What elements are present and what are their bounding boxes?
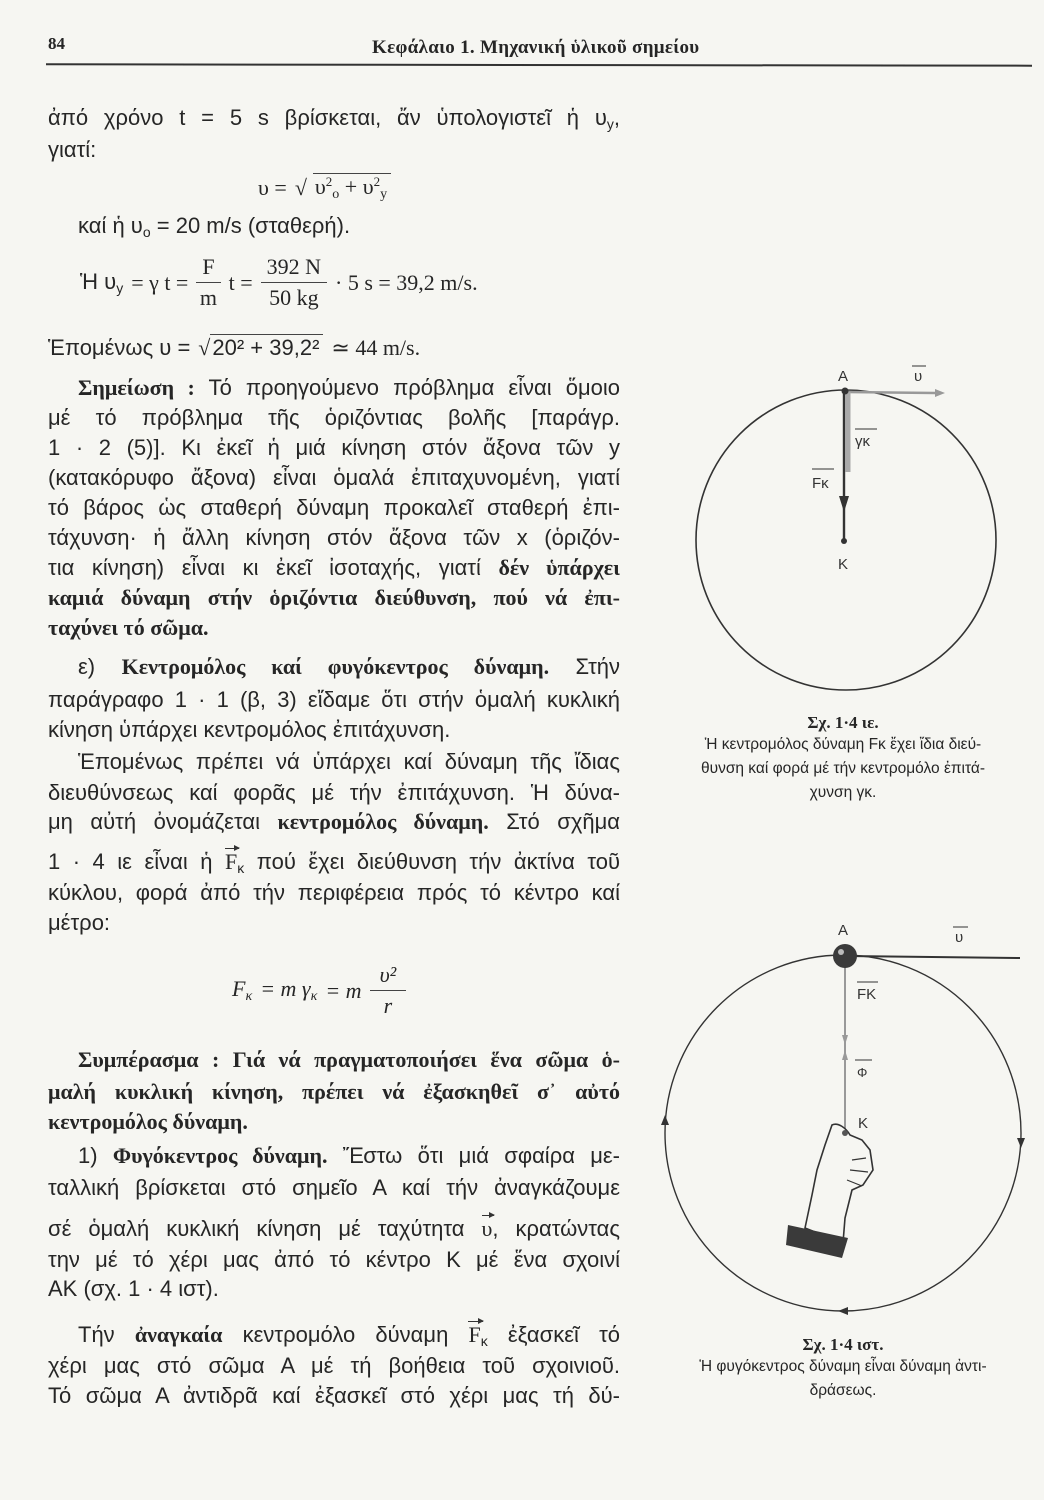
- label-f-k: Fκ: [812, 475, 829, 492]
- text-span: 1 · 4 ιε εἶναι ἡ: [48, 849, 225, 874]
- velocity-vector: [846, 392, 935, 393]
- text-span: (κατακόρυφο ἄξονα) εἶναι ὁμαλά ἐπιταχυνομένη, γιατί: [48, 465, 620, 490]
- term: υ: [362, 174, 374, 199]
- label-v: υ: [914, 368, 923, 385]
- bold-text: Σημείωση :: [78, 375, 195, 400]
- text-span: καί ἡ υ: [78, 213, 143, 238]
- bold-text: μαλή κυκλική κίνηση, πρέπει νά ἐξασκηθεῖ σ᾽ αὐτό: [48, 1079, 620, 1104]
- text-span: 1): [78, 1143, 113, 1168]
- sub: y: [380, 187, 388, 202]
- text-span: διευθύνσεως καί φορᾶς μέ τήν ἐπιτάχυνση. Ἡ δύνα-: [48, 780, 620, 805]
- bold-text: ταχύνει τό σῶμα.: [48, 615, 209, 640]
- centripetal-arrowhead: [842, 1035, 848, 1045]
- label-fk: FK: [857, 986, 877, 1003]
- label-a: A: [838, 922, 849, 939]
- figure-1-4-ist-caption: [646, 1335, 1040, 1403]
- centrifugal-arrowhead: [842, 1050, 848, 1060]
- plus: +: [344, 174, 358, 199]
- label-k: K: [858, 1115, 869, 1132]
- radicand: 20² + 39,2²: [210, 334, 323, 361]
- label-gamma-k: γκ: [855, 433, 870, 450]
- text-span: , κρατώντας: [492, 1216, 621, 1241]
- formula-text: = γ t =: [131, 269, 189, 295]
- text-span: μέ τό πρόβλημα τῆς ὁριζόντιας βολῆς [παράγρ.: [48, 405, 620, 430]
- formula-text: ≃ 44 m/s.: [331, 334, 421, 360]
- text-span: την μέ τό χέρι μας ἀπό τό κέντρο Κ μέ ἕνα σχοινί: [48, 1247, 620, 1272]
- caption-line: θυνση καί φορά μέ τήν κεντρομόλο ἐπιτά-: [700, 760, 986, 777]
- point-a: [842, 388, 849, 395]
- force-arrowhead: [839, 496, 849, 512]
- text-span: Στό σχῆμα: [488, 809, 620, 834]
- text-span: ΑΚ (σχ. 1 · 4 ιστ).: [48, 1276, 219, 1301]
- hand-icon: [786, 1124, 873, 1258]
- vector-symbol: F: [225, 847, 237, 877]
- subscript: y: [606, 116, 614, 132]
- text-span: κεντρομόλο δύναμη: [222, 1322, 469, 1347]
- running-header-chapter-title: Κεφάλαιο 1. Μηχανική ὑλικοῦ σημείου: [372, 37, 700, 58]
- text-span: Τό σῶμα Α ἀντιδρᾶ καί ἐξασκεῖ στό χέρι μας τή δύ-: [48, 1383, 620, 1408]
- text-span: Τήν: [78, 1322, 135, 1347]
- radical-sign: √: [294, 175, 307, 200]
- formula-lhs: υ =: [258, 175, 287, 200]
- label-v: υ: [955, 929, 964, 946]
- text-span: ε): [78, 654, 122, 679]
- caption-title: Σχ. 1·4 ιε.: [807, 713, 879, 732]
- subscript: κ: [237, 860, 245, 876]
- subscript: κ: [480, 1333, 488, 1349]
- text-span: παράγραφο 1 · 1 (β, 3) εἴδαμε ὅτι στήν ὁμαλή κυκλική: [48, 687, 620, 712]
- bold-text: ἀναγκαία: [134, 1322, 223, 1347]
- caption-line: χυνση γκ.: [809, 784, 877, 801]
- subscript: o: [142, 224, 151, 240]
- fraction-v2-over-r: $\frac{\text{υ²}}{r}$: [370, 960, 407, 1021]
- bold-text: κεντρομόλος δύναμη.: [48, 1109, 248, 1134]
- text-span: κύκλου, φορά ἀπό τήν περιφέρεια πρός τό κέντρο καί: [48, 880, 620, 905]
- direction-arrow-bottom: [838, 1307, 848, 1315]
- figure-1-4-ist: [661, 922, 1025, 1315]
- text-span: τό βάρος ὡς σταθερή δύναμη προκαλεῖ σταθερή ἐπι-: [48, 495, 620, 520]
- label-phi: Φ: [857, 1065, 868, 1080]
- point-k: [842, 1130, 848, 1136]
- figure-1-4-ie: [696, 366, 996, 690]
- text-span: σέ ὁμαλή κυκλική κίνηση μέ ταχύτητα: [48, 1216, 482, 1241]
- text-span: μέτρο:: [48, 910, 111, 935]
- formula-text: = m: [325, 977, 362, 1003]
- text-span: γιατί:: [48, 137, 97, 162]
- page-number: 84: [48, 34, 65, 53]
- velocity-arrowhead: [935, 389, 945, 397]
- bold-text: καμιά δύναμη στήν ὁριζόντια διεύθυνση, πού νά ἐπι-: [48, 585, 620, 610]
- text-span: κίνηση ὑπάρχει κεντρομόλος ἐπιτάχυνση.: [48, 717, 451, 742]
- caption-line: δράσεως.: [809, 1382, 877, 1399]
- bold-text: Συμπέρασμα : Γιά νά πραγματοποιήσει ἕνα σῶμα ὁ-: [78, 1047, 620, 1072]
- text-span: ἀπό χρόνο t = 5 s βρίσκεται, ἄν ὑπολογιστεῖ ἡ υ: [48, 105, 607, 130]
- text-span: πού ἔχει διεύθυνση τήν ἀκτίνα τοῦ: [244, 849, 621, 874]
- caption-line: Ἡ φυγόκεντρος δύναμη εἶναι δύναμη ἀντι-: [699, 1358, 987, 1375]
- radical-sign: √: [198, 334, 211, 360]
- formula-text: = m $\gamma_\kappa$: [260, 976, 318, 1004]
- formula-lead: Ἑπομένως υ =: [48, 334, 191, 360]
- formula-text: · 5 s = 39,2 m/s.: [335, 269, 478, 295]
- sup: 2: [325, 174, 333, 189]
- direction-arrow-left: [661, 1115, 669, 1125]
- text-span: Τό προηγούμενο πρόβλημα εἶναι ὅμοιο: [194, 375, 620, 400]
- fraction-f-over-m: $\frac{F}{m}$: [196, 252, 220, 313]
- text-span: μη αὐτή ὀνομάζεται: [48, 809, 278, 834]
- text-span: 1 · 2 (5)]. Κι ἐκεῖ ἡ μιά κίνηση στόν ἄξονα τῶν y: [48, 435, 620, 460]
- text-span: τια κίνηση) εἶναι κι ἐκεῖ ἰσοταχής, γιατί: [48, 555, 499, 580]
- text-span: = 20 m/s (σταθερή).: [150, 213, 351, 238]
- text-span: Ἔστω ὅτι μιά σφαίρα με-: [327, 1143, 621, 1168]
- text-span: Ἑπομένως πρέπει νά ὑπάρχει καί δύναμη τῆς ἴδιας: [78, 749, 620, 774]
- caption-title: Σχ. 1·4 ιστ.: [802, 1335, 884, 1354]
- point-k: [841, 538, 847, 544]
- figure-1-4-ie-caption: [646, 713, 1040, 805]
- sup: 2: [373, 174, 381, 189]
- formula-text: t =: [228, 269, 253, 295]
- text-span: χέρι μας στό σῶμα Α μέ τή βοήθεια τοῦ σχοινιοῦ.: [48, 1353, 620, 1378]
- text-span: τάχυνση· ἡ ἄλλη κίνηση στόν ἄξονα τῶν x (ὁριζόν-: [48, 525, 620, 550]
- label-a: A: [838, 368, 849, 385]
- sub: o: [332, 187, 340, 202]
- formula-lhs: $F_\kappa$: [232, 976, 253, 1004]
- text-span: Στήν: [549, 654, 620, 679]
- metal-sphere: [833, 944, 857, 968]
- bold-text: Κεντρομόλος καί φυγόκεντρος δύναμη.: [121, 654, 550, 679]
- caption-line: Ἡ κεντρομόλος δύναμη Fκ ἔχει ἴδια διεύ-: [704, 736, 982, 753]
- bold-text: κεντρομόλος δύναμη.: [277, 809, 489, 834]
- formula-lead: Ἡ $\upsilon_y$: [80, 269, 124, 296]
- direction-arrow-right: [1017, 1138, 1025, 1148]
- bold-text: Φυγόκεντρος δύναμη.: [112, 1143, 328, 1168]
- label-k: K: [838, 556, 849, 573]
- sphere-highlight: [838, 949, 844, 955]
- text-span: ,: [613, 105, 620, 130]
- vector-symbol: υ: [482, 1214, 493, 1244]
- text-span: ταλλική βρίσκεται στό σημεῖο Α καί τήν ἀναγκάζουμε: [48, 1175, 620, 1200]
- bold-text: δέν ὑπάρχει: [498, 555, 620, 580]
- term: υ: [314, 174, 326, 199]
- fraction-force-over-mass: $\frac{392 N}{50 kg}$: [261, 252, 327, 313]
- text-span: ἐξασκεῖ τό: [487, 1322, 620, 1347]
- vector-symbol: F: [468, 1320, 480, 1350]
